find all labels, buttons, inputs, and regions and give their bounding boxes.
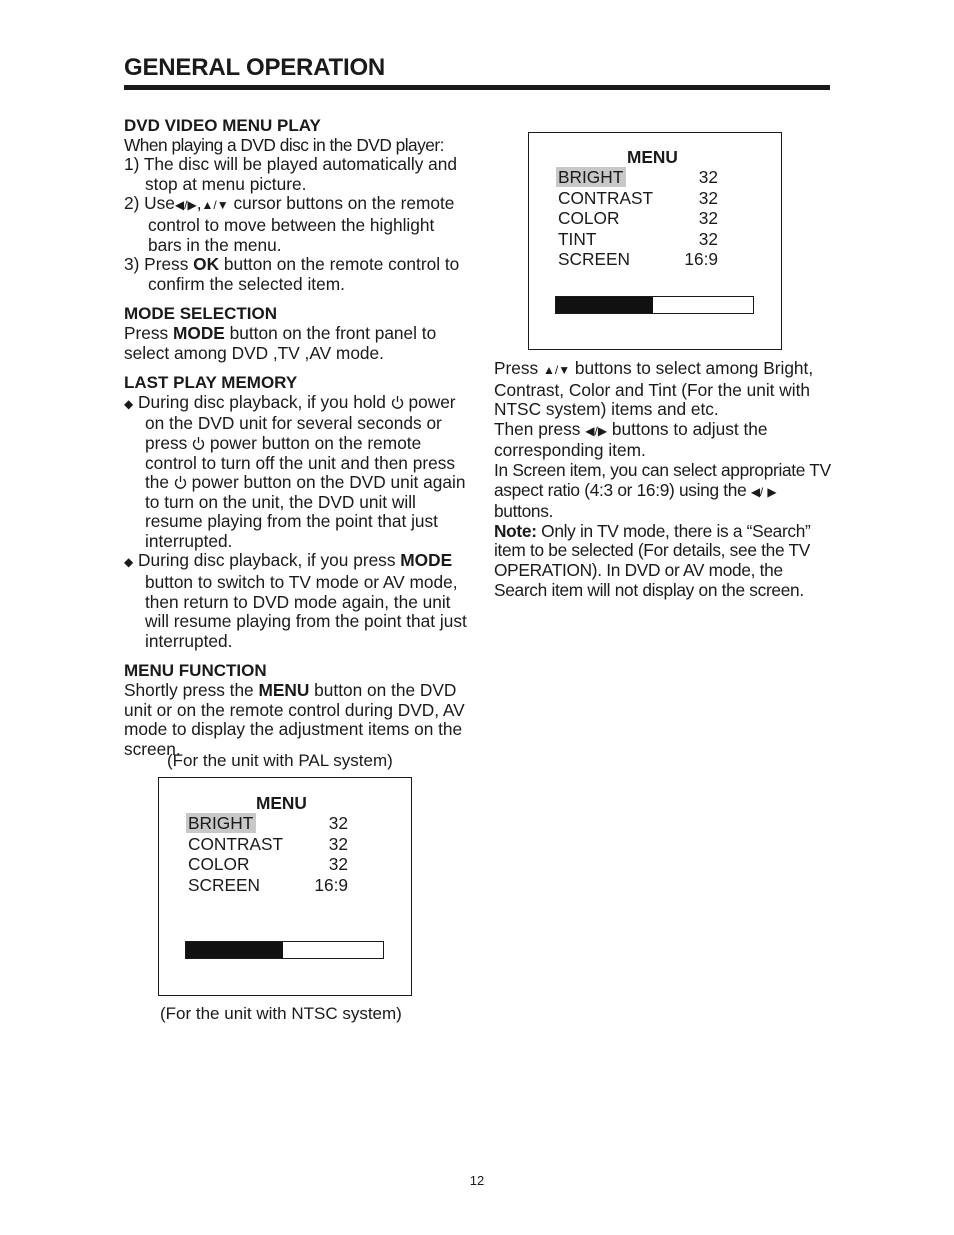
ntsc-menu-box [528, 132, 782, 350]
power-icon [391, 395, 404, 409]
menu-row-color: COLOR 32 [188, 854, 348, 874]
level-bar-fill [556, 297, 653, 313]
last-play-bullet-2: ◆ During disc playback, if you press MODE button to switch to TV mode or AV mode, then return to DVD mode again, the unit will resume playing from the point that just interrupted. [124, 550, 467, 651]
menu-function-text: Shortly press the MENU button on the DVD unit or on the remote control during DVD, AV mode to display the adjustment items on the screen. [124, 680, 465, 759]
menu-row-screen: SCREEN 16:9 [558, 249, 718, 269]
slash: / [594, 423, 598, 438]
menu-row-contrast: CONTRAST 32 [188, 834, 348, 854]
power-icon [174, 475, 187, 489]
menu-row-color: COLOR 32 [558, 208, 718, 228]
menu-row-bright: BRIGHT 32 [188, 813, 348, 833]
arrow-right-icon: ▶ [187, 198, 197, 213]
dvd-menu-step-1: 1) The disc will be played automatically and stop at menu picture. [124, 154, 458, 194]
dvd-menu-step-3: 3) Press OK button on the remote control to confirm the selected item. [124, 254, 460, 294]
title-rule [124, 85, 830, 90]
right-para-note: Note: Only in TV mode, there is a “Search” item to be selected (For details, see the TV OPERATION). In DVD or AV mode, the Search item will not display on the screen. [494, 520, 811, 600]
arrow-right-icon: ▶ [597, 423, 608, 438]
left-column [124, 116, 469, 759]
arrow-up-icon: ▲ [542, 363, 555, 377]
power-icon [192, 436, 205, 450]
page-number: 12 [469, 1173, 485, 1188]
menu-title: MENU [627, 147, 678, 167]
last-play-heading: LAST PLAY MEMORY [124, 373, 298, 393]
pal-menu-box [158, 777, 412, 996]
menu-row-bright: BRIGHT 32 [558, 167, 718, 187]
arrow-down-icon: ▼ [558, 363, 571, 377]
mode-selection-text: Press MODE button on the front panel to select among DVD ,TV ,AV mode. [124, 322, 437, 363]
dvd-menu-step-2: 2) Use◀/▶,▲/▼ cursor buttons on the remote control to move between the highlight bars in the menu. [124, 193, 455, 255]
right-para-screen: In Screen item, you can select appropriate TV aspect ratio (4:3 or 16:9) using the ◀/ ▶ buttons. [494, 459, 831, 522]
arrow-down-icon: ▼ [216, 198, 229, 213]
menu-row-screen: SCREEN 16:9 [188, 875, 348, 895]
slash: / [759, 484, 763, 499]
right-para-select: Press ▲/▼ buttons to select among Bright, Contrast, Color and Tint (For the unit with NTSC system) items and etc. [494, 358, 814, 420]
slash: / [184, 198, 188, 213]
level-bar-fill [186, 942, 283, 958]
level-bar [555, 296, 754, 314]
menu-row-contrast: CONTRAST 32 [558, 188, 718, 208]
slash: / [213, 198, 217, 213]
arrow-up-icon: ▲ [201, 198, 214, 213]
slash: / [554, 363, 559, 377]
ntsc-caption: (For the unit with NTSC system) [160, 1004, 402, 1023]
page-title: GENERAL OPERATION [124, 54, 386, 81]
right-column [494, 359, 839, 600]
pal-caption: (For the unit with PAL system) [167, 751, 393, 770]
bullet-icon: ◆ [124, 555, 134, 570]
menu-title: MENU [256, 793, 307, 813]
menu-function-heading: MENU FUNCTION [124, 661, 267, 681]
arrow-left-icon: ◀ [585, 423, 595, 438]
bullet-icon: ◆ [124, 396, 134, 411]
dvd-menu-intro: When playing a DVD disc in the DVD player: [124, 134, 444, 155]
level-bar [185, 941, 384, 959]
note-label: Note: [494, 520, 537, 541]
dvd-menu-heading: DVD VIDEO MENU PLAY [124, 116, 321, 135]
last-play-bullet-1: ◆ During disc playback, if you hold power on the DVD unit for several seconds or press power button on the remote control to turn off the unit and then press the power button on the DVD unit again to turn on the unit, the DVD unit will resume playing from the point that just interrupted. [124, 391, 466, 551]
menu-row-tint: TINT 32 [558, 229, 718, 249]
arrow-right-icon: ▶ [767, 484, 777, 499]
mode-selection-heading: MODE SELECTION [124, 304, 278, 324]
right-para-adjust: Then press ◀/▶ buttons to adjust the corresponding item. [494, 418, 768, 461]
arrow-left-icon: ◀ [174, 198, 185, 213]
arrow-left-icon: ◀ [750, 484, 760, 499]
